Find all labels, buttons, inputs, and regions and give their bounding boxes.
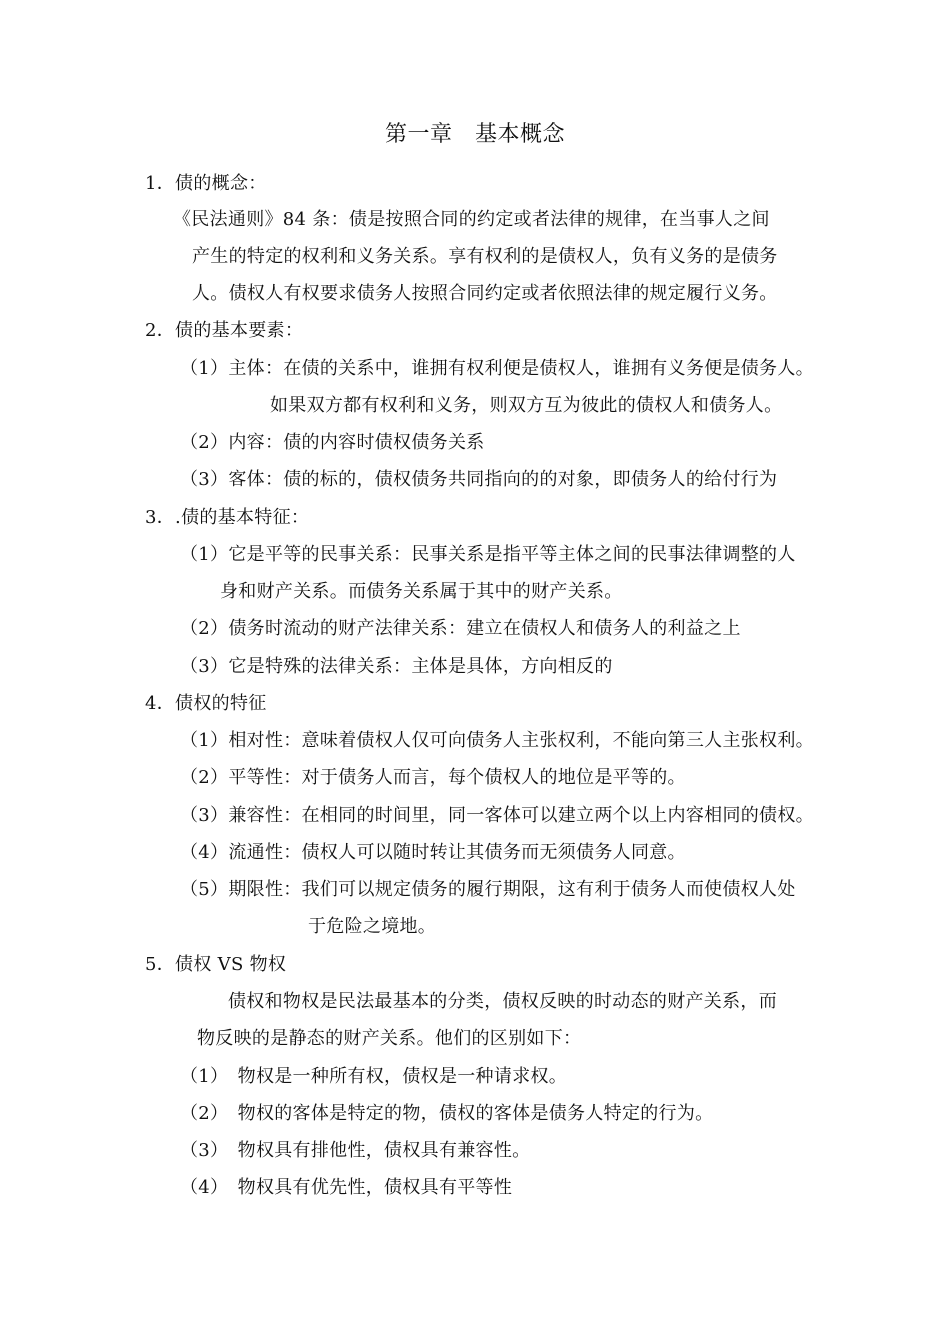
list-item: （2）平等性：对于债务人而言，每个债权人的地位是平等的。 — [180, 767, 686, 788]
list-item: （2） 物权的客体是特定的物，债权的客体是债务人特定的行为。 — [180, 1103, 714, 1124]
paragraph-line: 产生的特定的权利和义务关系。享有权利的是债权人，负有义务的是债务 — [192, 246, 778, 267]
list-item: （3） 物权具有排他性，债权具有兼容性。 — [180, 1140, 531, 1161]
list-item: （4） 物权具有优先性，债权具有平等性 — [180, 1177, 513, 1198]
paragraph-line: 债权和物权是民法最基本的分类，债权反映的时动态的财产关系，而 — [228, 991, 777, 1012]
section-heading: 3．.债的基本特征： — [145, 507, 310, 528]
list-item: （1）它是平等的民事关系：民事关系是指平等主体之间的民事法律调整的人 — [180, 544, 796, 565]
paragraph-line: 人。债权人有权要求债务人按照合同约定或者依照法律的规定履行义务。 — [192, 283, 778, 304]
section-heading: 5．债权 VS 物权 — [145, 954, 287, 975]
list-item: （3）客体：债的标的，债权债务共同指向的的对象，即债务人的给付行为 — [180, 469, 778, 490]
list-item: （5）期限性：我们可以规定债务的履行期限，这有利于债务人而使债权人处 — [180, 879, 796, 900]
list-item: （2）内容：债的内容时债权债务关系 — [180, 432, 485, 453]
paragraph-line: 物反映的是静态的财产关系。他们的区别如下： — [197, 1028, 582, 1049]
list-item: （1）相对性：意味着债权人仅可向债务人主张权利，不能向第三人主张权利。 — [180, 730, 814, 751]
list-item: （1） 物权是一种所有权，债权是一种请求权。 — [180, 1066, 568, 1087]
list-item: （3）它是特殊的法律关系：主体是具体，方向相反的 — [180, 656, 613, 677]
section-heading: 2．债的基本要素： — [145, 320, 304, 341]
list-item-continuation: 身和财产关系。而债务关系属于其中的财产关系。 — [220, 581, 623, 602]
list-item-continuation: 如果双方都有权利和义务，则双方互为彼此的债权人和债务人。 — [270, 395, 783, 416]
paragraph-line: 《民法通则》84 条：债是按照合同的约定或者法律的规律，在当事人之间 — [173, 209, 770, 230]
list-item: （2）债务时流动的财产法律关系：建立在债权人和债务人的利益之上 — [180, 618, 741, 639]
list-item: （1）主体：在债的关系中，谁拥有权利便是债权人，谁拥有义务便是债务人。 — [180, 358, 814, 379]
list-item: （3）兼容性：在相同的时间里，同一客体可以建立两个以上内容相同的债权。 — [180, 805, 814, 826]
list-item: （4）流通性：债权人可以随时转让其债务而无须债务人同意。 — [180, 842, 686, 863]
section-heading: 4．债权的特征 — [145, 693, 267, 714]
chapter-title: 第一章 基本概念 — [384, 122, 565, 147]
list-item-continuation: 于危险之境地。 — [308, 916, 437, 937]
section-heading: 1．债的概念： — [145, 173, 267, 194]
